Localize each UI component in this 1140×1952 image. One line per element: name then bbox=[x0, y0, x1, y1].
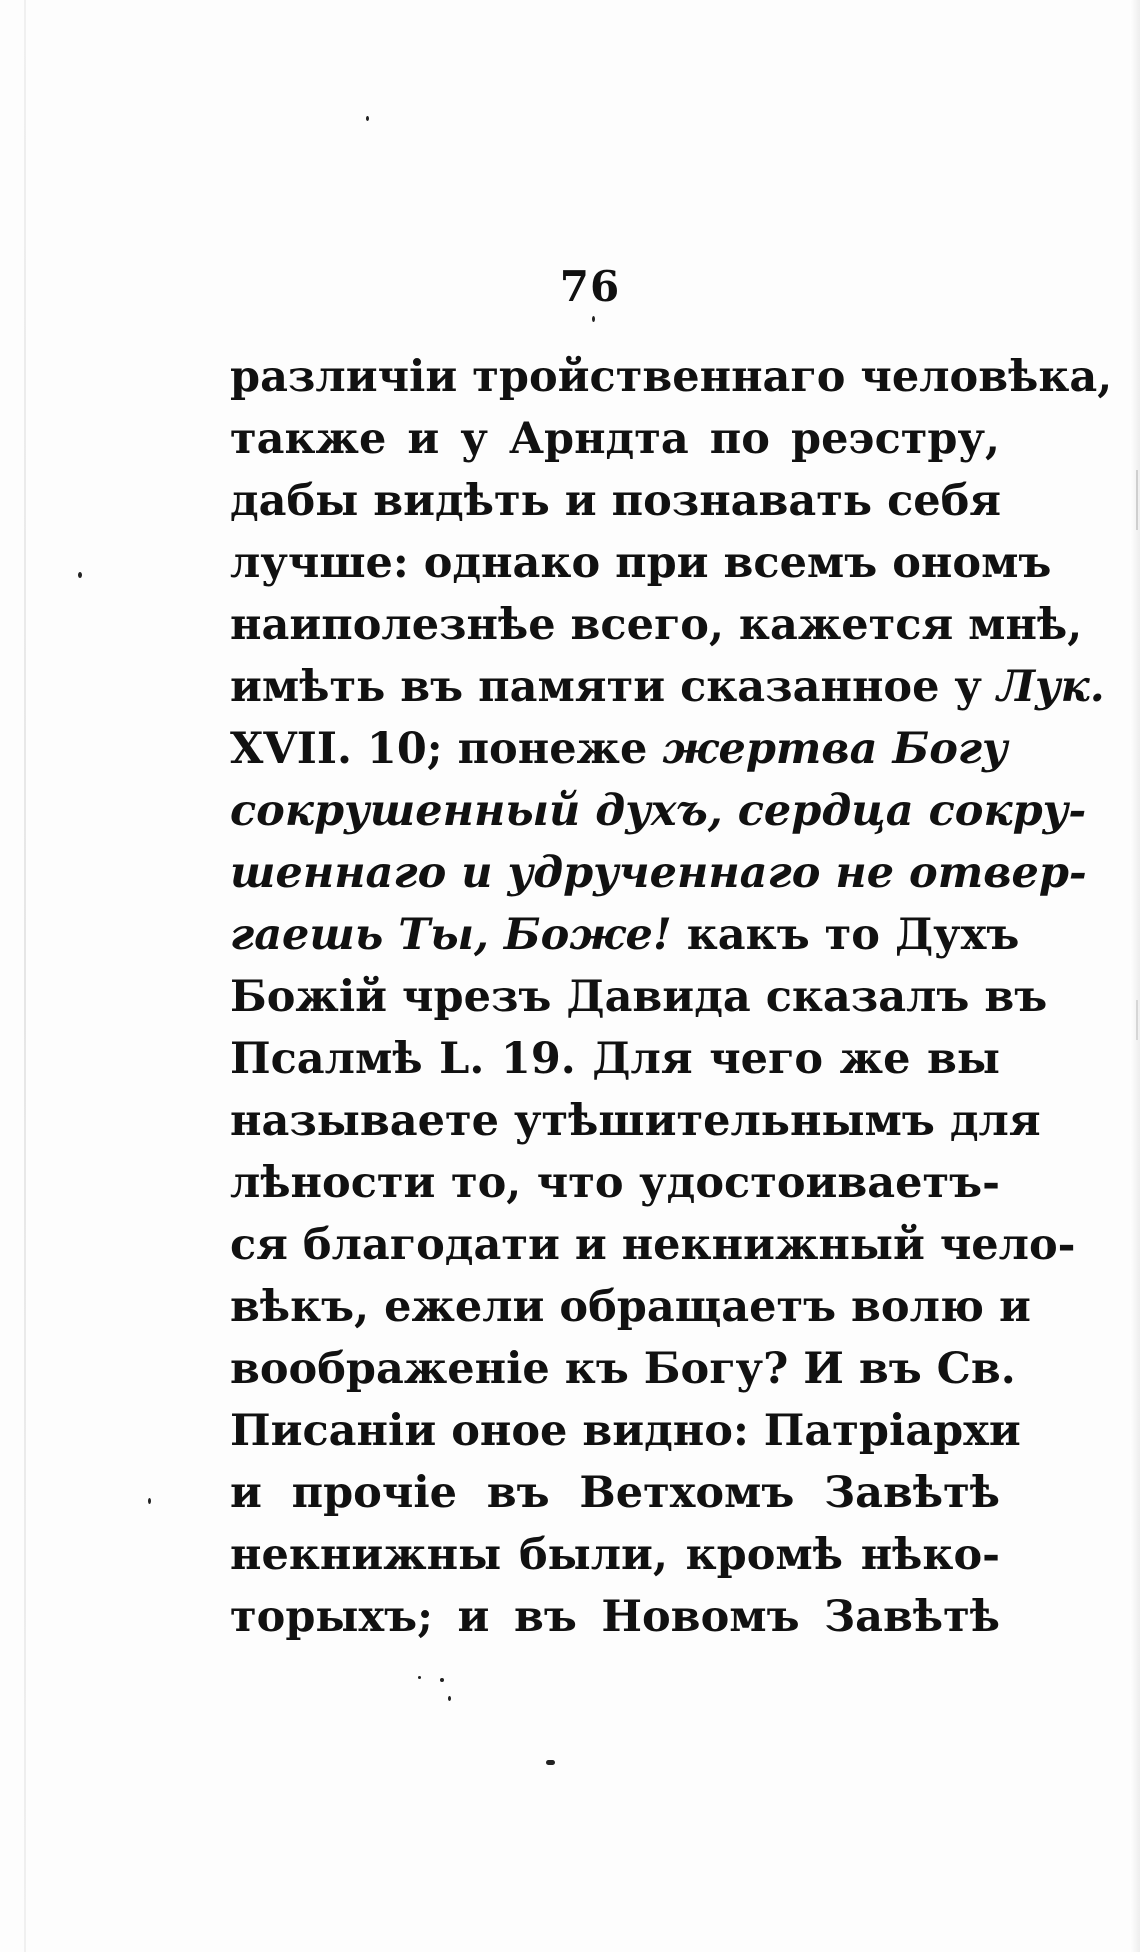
text-line bbox=[230, 470, 1000, 532]
text-segment: лучше: однако при всемъ ономъ bbox=[230, 538, 1052, 588]
scan-speck bbox=[448, 1696, 451, 1701]
scan-speck bbox=[418, 1676, 421, 1679]
body-text bbox=[230, 346, 1113, 1648]
text-line bbox=[230, 1214, 1076, 1276]
text-segment: ся благодати и некнижный чело- bbox=[230, 1220, 1076, 1270]
scan-speck bbox=[592, 316, 595, 322]
text-segment: дабы видѣть и познавать себя bbox=[230, 476, 1002, 526]
italic-text-segment: жертва Богу bbox=[662, 724, 1008, 774]
text-segment: XVII. 10; понеже bbox=[230, 724, 663, 774]
page-number: 76 bbox=[559, 262, 621, 311]
italic-text-segment: шеннаго и удрученнаго не отвер- bbox=[230, 848, 1087, 898]
text-line bbox=[230, 780, 1087, 842]
text-line bbox=[230, 1152, 1000, 1214]
text-line bbox=[230, 1462, 1000, 1524]
text-line bbox=[230, 1586, 1000, 1648]
text-line bbox=[230, 1400, 1021, 1462]
text-segment: воображеніе къ Богу? И въ Св. bbox=[230, 1344, 1016, 1394]
text-line bbox=[230, 408, 1000, 470]
text-line bbox=[230, 904, 1020, 966]
scan-speck bbox=[148, 1498, 151, 1504]
text-segment: и прочіе въ Ветхомъ Завѣтѣ bbox=[230, 1468, 1000, 1518]
text-line bbox=[230, 532, 1052, 594]
text-segment: наиполезнѣе всего, кажется мнѣ, bbox=[230, 600, 1083, 650]
text-line bbox=[230, 1028, 1000, 1090]
text-line bbox=[230, 594, 1083, 656]
scan-speck bbox=[78, 572, 82, 578]
text-line bbox=[230, 966, 1048, 1028]
text-line bbox=[230, 842, 1087, 904]
scan-speck bbox=[1136, 470, 1138, 530]
scan-speck bbox=[1136, 1000, 1138, 1040]
text-segment: Писаніи оное видно: Патріархи bbox=[230, 1406, 1021, 1456]
scan-speck bbox=[440, 1678, 444, 1682]
text-segment: называете утѣшительнымъ для bbox=[230, 1096, 1041, 1146]
text-line bbox=[230, 1276, 1031, 1338]
italic-text-segment: Лук. bbox=[996, 662, 1105, 712]
text-line bbox=[230, 1090, 1041, 1152]
text-line bbox=[230, 1338, 1016, 1400]
text-line bbox=[230, 346, 1113, 408]
scan-speck bbox=[546, 1760, 555, 1765]
text-line bbox=[230, 1524, 1000, 1586]
italic-text-segment: сокрушенный духъ, сердца сокру- bbox=[230, 786, 1087, 836]
text-segment: также и у Арндта по реэстру, bbox=[230, 414, 1000, 464]
text-segment: Псалмѣ L. 19. Для чего же вы bbox=[230, 1034, 1000, 1084]
text-segment: лѣности то, что удостоиваетъ- bbox=[230, 1158, 1000, 1208]
text-segment: имѣть въ памяти сказанное у bbox=[230, 662, 997, 712]
scan-speck bbox=[366, 116, 369, 121]
text-segment: некнижны были, кромѣ нѣко- bbox=[230, 1530, 1000, 1580]
text-segment: различіи тройственнаго человѣка, bbox=[230, 352, 1113, 402]
text-segment: торыхъ; и въ Новомъ Завѣтѣ bbox=[230, 1592, 1000, 1642]
text-line bbox=[230, 718, 1008, 780]
text-segment: какъ то Духъ bbox=[671, 910, 1020, 960]
text-line bbox=[230, 656, 1105, 718]
text-segment: Божій чрезъ Давида сказалъ въ bbox=[230, 972, 1048, 1022]
italic-text-segment: гаешь Ты, Боже! bbox=[230, 910, 672, 960]
text-segment: вѣкъ, ежели обращаетъ волю и bbox=[230, 1282, 1031, 1332]
